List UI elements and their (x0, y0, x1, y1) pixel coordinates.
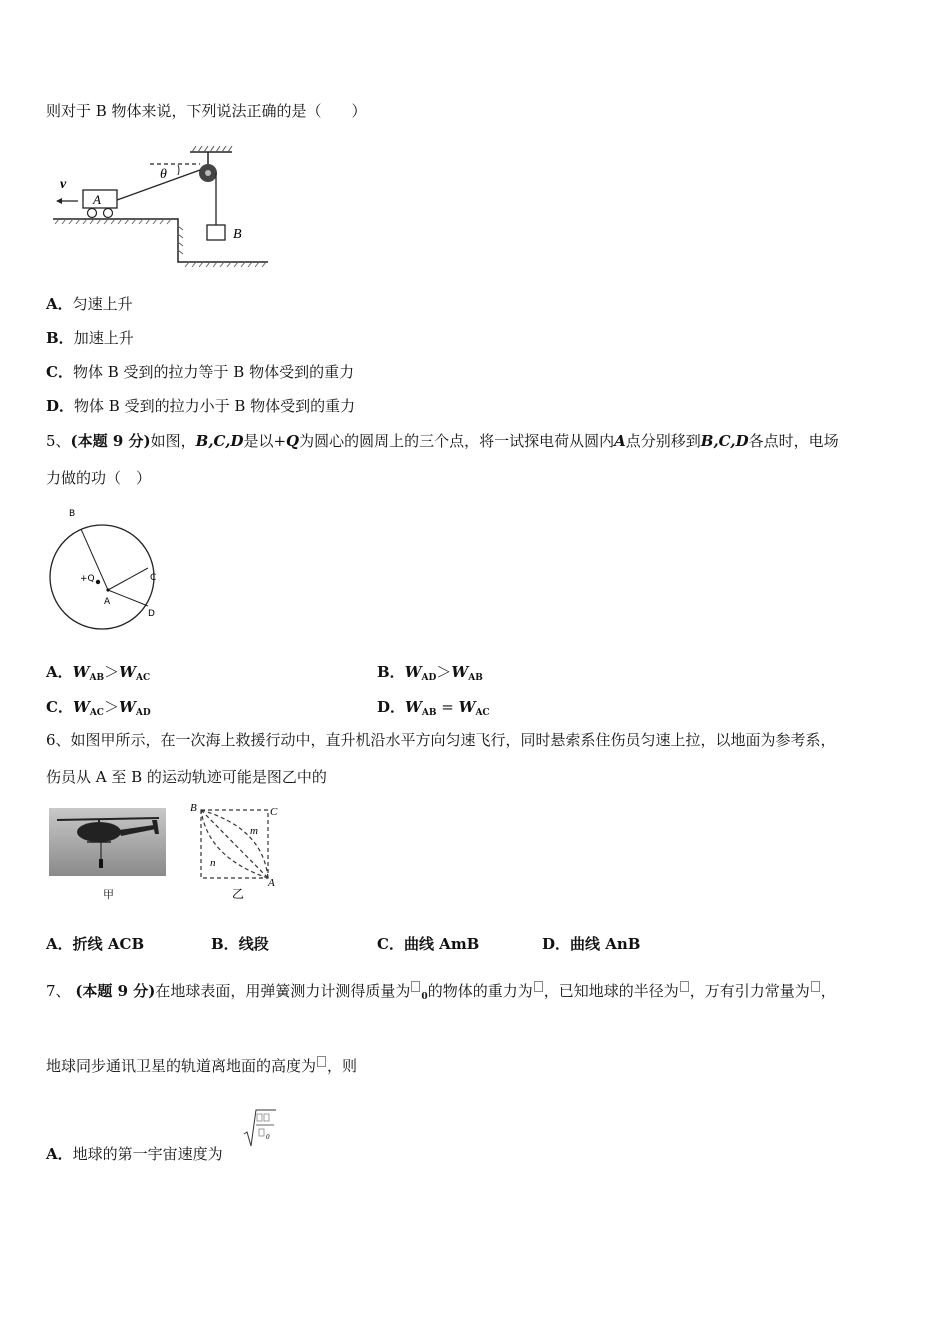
work-symbol: W (72, 698, 90, 716)
stem-text: 各点时，电场 (748, 432, 839, 450)
helicopter-photo (49, 808, 166, 876)
q6-caption-yi: 乙 (232, 887, 245, 900)
q6-option-d[interactable] (542, 934, 640, 954)
option-text: 线段 (238, 935, 269, 953)
work-symbol: W (119, 663, 136, 681)
q4-option-c[interactable] (46, 362, 354, 382)
option-letter: B． (211, 935, 239, 953)
q5-option-c[interactable] (46, 697, 151, 723)
option-letter: D． (377, 698, 406, 716)
option-text: 物体 B 受到的拉力等于 B 物体受到的重力 (72, 363, 355, 381)
stem-text: ，则 (327, 1057, 358, 1075)
stem-point-a: A (614, 432, 626, 450)
work-symbol: W (458, 698, 476, 716)
q6-caption-jia: 甲 (103, 888, 114, 901)
q4-figure (50, 140, 275, 272)
stem-points: B,C,D (700, 432, 749, 450)
option-letter: C． (46, 698, 73, 716)
stem-text: ，万有引力常量为 (689, 982, 810, 1000)
option-letter: C． (377, 935, 404, 953)
q6-option-a[interactable] (46, 934, 144, 954)
q7-stem-line1 (46, 981, 836, 1007)
option-letter: D． (46, 397, 75, 415)
work-subscript: AD (421, 673, 437, 683)
work-subscript: AC (89, 708, 104, 718)
comparison-operator: = (436, 698, 459, 716)
formula-placeholder-icon (411, 981, 420, 992)
q5-option-a[interactable] (46, 662, 150, 688)
option-letter: D． (542, 935, 571, 953)
option-text: 折线 ACB (72, 935, 145, 953)
question-score: (本题 9 分) (75, 982, 156, 1000)
q6-fig-n: n (210, 857, 216, 869)
option-text: 曲线 AnB (570, 935, 641, 953)
stem-text: ，已知地球的半径为 (543, 982, 679, 1000)
option-letter: A． (46, 295, 73, 313)
q5-stem-line2: 力做的功（ ） (46, 469, 152, 487)
formula-subscript: 0 (421, 992, 428, 1002)
option-letter: A． (46, 935, 73, 953)
q4-option-a[interactable] (46, 294, 133, 314)
work-subscript: AB (421, 708, 437, 718)
option-letter: B． (46, 329, 74, 347)
q4-v-label: v (60, 177, 67, 192)
q5-option-d[interactable] (377, 697, 490, 723)
question-score: (本题 9 分) (70, 432, 151, 450)
formula-placeholder-icon (680, 981, 689, 992)
q4-b-label: B (233, 227, 242, 242)
work-symbol: W (451, 663, 469, 681)
stem-text: 地球同步通讯卫星的轨道离地面的高度为 (46, 1057, 317, 1075)
helicopter-icon (49, 808, 166, 876)
option-text: 加速上升 (73, 329, 134, 347)
q5-option-b[interactable] (377, 662, 483, 688)
work-subscript: AB (468, 673, 483, 683)
q6-option-c[interactable] (377, 934, 479, 954)
formula-subscript: 0 (266, 1133, 270, 1141)
work-subscript: AB (89, 673, 105, 683)
work-subscript: AD (135, 708, 151, 718)
comparison-operator: ＞ (436, 663, 452, 681)
q4-theta-label: θ (160, 167, 167, 182)
question-number: 7、 (46, 982, 71, 1000)
q5-fig-q: +Q (80, 574, 95, 584)
comparison-operator: ＞ (103, 698, 119, 716)
stem-text: 为圆心的圆周上的三个点，将一试探电荷从圆内 (299, 432, 615, 450)
option-text: 曲线 AmB (403, 935, 480, 953)
option-text: 物体 B 受到的拉力小于 B 物体受到的重力 (74, 397, 356, 415)
work-symbol: W (72, 663, 90, 681)
work-subscript: AC (475, 708, 490, 718)
q6-fig-a: A (268, 877, 275, 889)
q6-stem-line2: 伤员从 A 至 B 的运动轨迹可能是图乙中的 (46, 768, 327, 786)
q6-fig-c: C (270, 806, 278, 818)
option-letter: A． (46, 663, 73, 681)
q5-figure (48, 503, 168, 645)
stem-charge: Q (286, 432, 300, 450)
formula-placeholder-icon (534, 981, 543, 992)
q6-stem-line1: 6、如图甲所示，在一次海上救援行动中，直升机沿水平方向匀速飞行，同时悬索系住伤员匀速上拉，以地面为参考系， (46, 731, 836, 749)
q5-fig-a: A (104, 597, 111, 607)
q5-fig-b: B (69, 509, 76, 519)
q5-fig-d: D (148, 609, 155, 619)
option-text: 地球的第一宇宙速度为 (72, 1145, 223, 1163)
option-letter: B． (377, 663, 405, 681)
stem-text: ， (820, 982, 836, 1000)
work-symbol: W (118, 698, 136, 716)
q5-stem-line1 (46, 431, 839, 451)
formula-placeholder-icon (811, 981, 820, 992)
q4-option-b[interactable] (46, 328, 134, 348)
q6-fig-b: B (190, 802, 197, 814)
formula-placeholder-icon (317, 1056, 326, 1067)
q4-stem: 则对于 B 物体来说，下列说法正确的是（ ） (46, 102, 367, 120)
q5-fig-c: C (150, 573, 157, 583)
option-text: 匀速上升 (72, 295, 133, 313)
q4-option-d[interactable] (46, 396, 355, 416)
stem-text: 在地球表面，用弹簧测力计测得质量为 (155, 982, 411, 1000)
stem-text: 的物体的重力为 (427, 982, 533, 1000)
stem-points: B,C,D (195, 432, 244, 450)
work-symbol: W (404, 663, 422, 681)
option-letter: C． (46, 363, 73, 381)
q7-stem-line2 (46, 1056, 357, 1076)
stem-text: 点分别移到 (625, 432, 701, 450)
q6-fig-m: m (250, 825, 258, 837)
q6-figure-yi (188, 798, 283, 900)
q7-option-a[interactable] (46, 1144, 223, 1164)
stem-text: 如图， (150, 432, 196, 450)
comparison-operator: ＞ (104, 663, 120, 681)
q4-a-label: A (93, 192, 101, 207)
option-letter: A． (46, 1145, 73, 1163)
work-symbol: W (405, 698, 422, 716)
sqrt-formula-icon (242, 1108, 278, 1150)
question-number: 5、 (46, 432, 71, 450)
stem-text: 是以+ (243, 432, 287, 450)
work-subscript: AC (135, 673, 151, 683)
q6-option-b[interactable] (211, 934, 269, 954)
